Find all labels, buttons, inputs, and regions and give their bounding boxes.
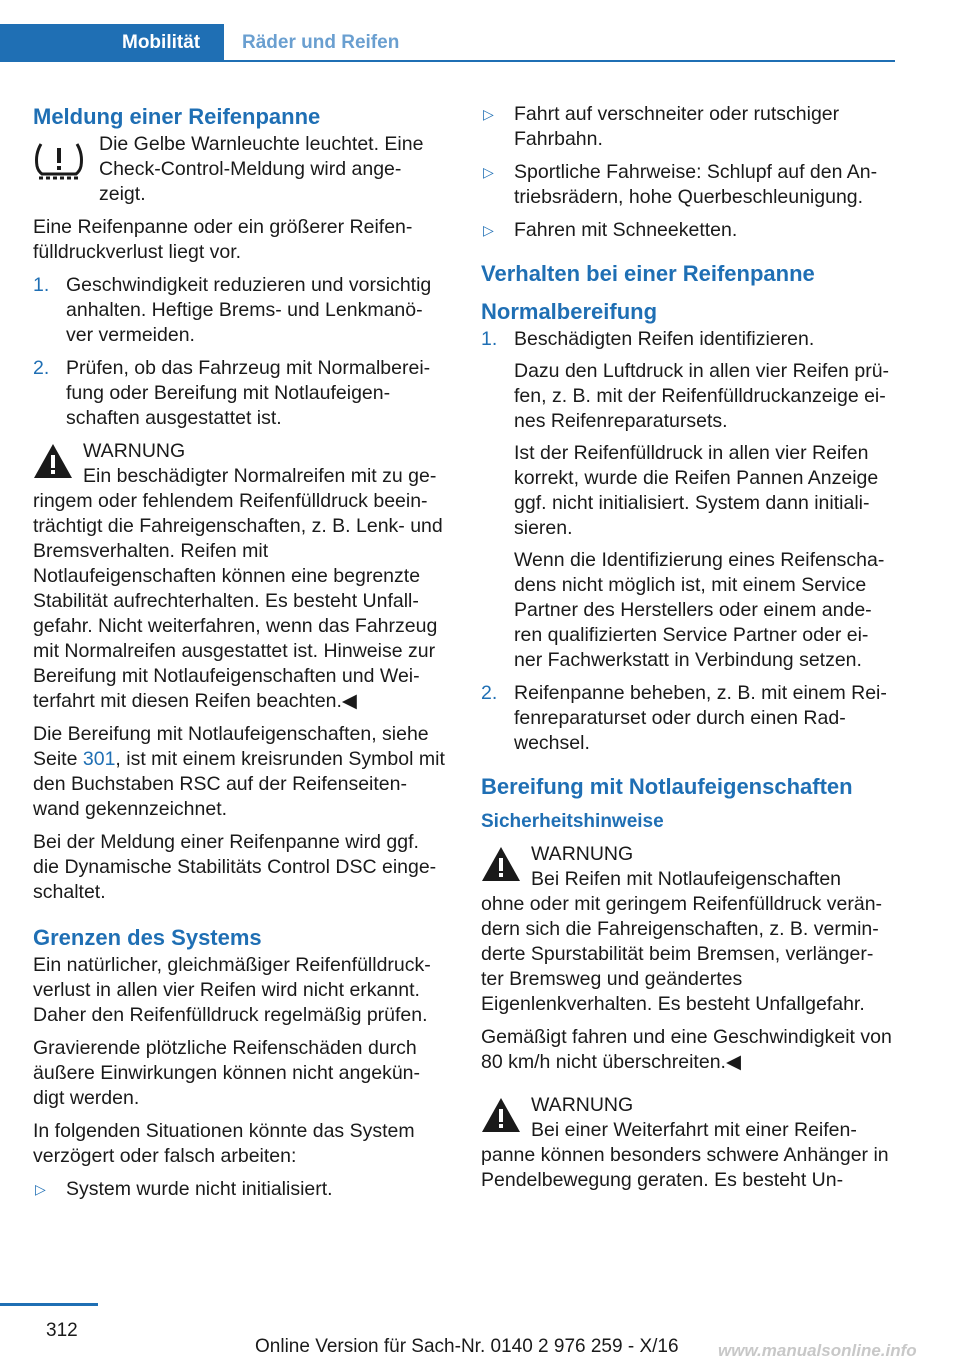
text-span: Die Bereifung mit Notlaufeigenschaften, siehe Seite <box>33 723 429 770</box>
step-text: Prüfen, ob das Fahrzeug mit Normalberei‐ fung oder Bereifung mit Notlaufeigen‐ schaften ausgestattet ist. <box>66 357 431 429</box>
warning-box-2 <box>481 842 895 1075</box>
bullet-text: Fahrt auf verschneiter oder rutschiger Fahrbahn. <box>514 103 840 150</box>
bullet-text: System wurde nicht initialisiert. <box>66 1178 333 1200</box>
warning-box-1 <box>33 439 447 714</box>
list-item <box>481 102 895 152</box>
bullet-marker: ▷ <box>35 1181 46 1197</box>
page-link-301[interactable]: 301 <box>82 748 116 770</box>
warning-light-text: Die Gelbe Warnleuchte leuchtet. Eine Check-Control-Meldung wird ange‐ zeigt. <box>99 133 424 205</box>
page-header <box>0 0 895 62</box>
step-number: 1. <box>481 328 498 350</box>
heading-normalbereifung: Normalbereifung <box>481 299 658 324</box>
steps-list <box>33 273 447 431</box>
heading-verhalten: Verhalten bei einer Reifenpanne <box>481 261 815 286</box>
tire-pressure-warning-icon <box>33 140 85 180</box>
left-column <box>33 102 447 1210</box>
paragraph-reifenpanne: Eine Reifenpanne oder ein größerer Reifen‐ fülldruckverlust liegt vor. <box>33 216 413 263</box>
bullet-marker: ▷ <box>483 106 494 122</box>
situations-list-cont <box>481 102 895 243</box>
warning-body: panne können besonders schwere Anhänger in Pendelbewegung geraten. Es besteht Un‐ <box>481 1144 889 1191</box>
bullet-text: Fahren mit Schneeketten. <box>514 219 738 241</box>
warning-box-3 <box>481 1093 895 1193</box>
page-number: 312 <box>46 1320 78 1341</box>
warning-first-line: Bei einer Weiterfahrt mit einer Reifen‐ <box>531 1119 857 1141</box>
list-item <box>481 218 895 243</box>
step-detail: Dazu den Luftdruck in allen vier Reifen prü‐ fen, z. B. mit der Reifenfülldruckanzeige ei‐ nes Reifenreparatursets. <box>514 360 890 432</box>
header-rule <box>0 60 895 62</box>
step-detail: Wenn die Identifizierung eines Reifenscha‐ dens nicht möglich ist, mit einem Service Partner des Herstellers oder einem ande‐ ren qualifizierten Service Partner oder ei‐ ner Fachwerkstatt in Verbindung setzen. <box>514 549 885 671</box>
online-version-note: Online Version für Sach-Nr. 0140 2 976 259 - X/16 <box>255 1336 679 1357</box>
warning-light-block <box>33 132 447 207</box>
warning-first-line: Ein beschädigter Normalreifen mit zu ge‐ <box>83 465 437 487</box>
list-item <box>33 273 447 348</box>
watermark-text: www.manualsonline.info <box>718 1341 917 1360</box>
step-text: Reifenpanne beheben, z. B. mit einem Rei‐ fenreparaturset oder durch einen Rad‐ wechsel. <box>514 682 887 754</box>
warning-body: ohne oder mit geringem Reifenfülldruck verän‐ dern sich die Fahreigenschaften, z. B. vermin‐ derte Spurstabilität beim Bremsen, verlänger‐ ter Bremsweg und geändertes Eigenlenkverhalten. Es besteht Unfallgefahr. <box>481 893 883 1015</box>
list-item <box>481 160 895 210</box>
paragraph-schaeden: Gravierende plötzliche Reifenschäden durch äußere Einwirkungen können nicht angekün‐ digt werden. <box>33 1037 421 1109</box>
warning-triangle-icon <box>481 846 521 882</box>
warning-title: WARNUNG <box>531 1094 634 1116</box>
list-item <box>33 356 447 431</box>
warning-title: WARNUNG <box>83 440 186 462</box>
step-number: 2. <box>481 682 498 704</box>
warning-first-line: Bei Reifen mit Notlaufeigenschaften <box>531 868 842 890</box>
paragraph-situationen: In folgenden Situationen könnte das System verzögert oder falsch arbeiten: <box>33 1120 415 1167</box>
warning-body: Gemäßigt fahren und eine Geschwindigkeit von 80 km/h nicht überschreiten.◀ <box>481 1026 892 1073</box>
heading-grenzen: Grenzen des Systems <box>33 925 262 950</box>
normal-steps-list <box>481 327 895 756</box>
section-tab-raeder-reifen[interactable]: Räder und Reifen <box>242 32 400 53</box>
page-number-rule <box>0 1303 98 1306</box>
warning-title: WARNUNG <box>531 843 634 865</box>
bullet-marker: ▷ <box>483 222 494 238</box>
heading-sicherheitshinweise: Sicherheitshinweise <box>481 811 664 832</box>
list-item <box>481 327 895 673</box>
paragraph-rsc <box>33 722 447 822</box>
text-span: , ist mit einem kreisrunden Symbol mit den Buchstaben RSC auf der Reifenseiten‐ wand gekennzeichnet. <box>33 748 445 820</box>
right-column <box>481 102 895 1193</box>
warning-body: ringem oder fehlendem Reifenfülldruck beein‐ trächtigt die Fahreigenschaften, z. B. Lenk- und Bremsverhalten. Reifen mit Notlaufeigenschaften können eine begrenzte Stabilität aufrechterhalten. Es besteht Unfall‐ gefahr. Nicht weiterfahren, wenn das Fahrzeug mit Normalreifen ausgestattet ist. Hinweise zur Bereifung mit Notlaufeigenschaften und Wei‐ terfahrt mit diesen Reifen beachten.◀ <box>33 490 443 712</box>
list-item <box>33 1177 447 1202</box>
situations-list <box>33 1177 447 1202</box>
step-text: Geschwindigkeit reduzieren und vorsichtig anhalten. Heftige Brems- und Lenkmanö‐ ver vermeiden. <box>66 274 432 346</box>
step-text: Beschädigten Reifen identifizieren. <box>514 328 815 350</box>
bullet-text: Sportliche Fahrweise: Schlupf auf den An‐ triebsrädern, hohe Querbeschleunigung. <box>514 161 878 208</box>
paragraph-verlust: Ein natürlicher, gleichmäßiger Reifenfülldruck‐ verlust in allen vier Reifen wird nicht erkannt. Daher den Reifenfülldruck regelmäßig prüfen. <box>33 954 431 1026</box>
step-number: 2. <box>33 357 50 379</box>
list-item <box>481 681 895 756</box>
step-detail: Ist der Reifenfülldruck in allen vier Reifen korrekt, wurde die Reifen Pannen Anzeige ggf. nicht initialisiert. System dann initiali‐ sieren. <box>514 442 879 539</box>
bullet-marker: ▷ <box>483 164 494 180</box>
paragraph-dsc: Bei der Meldung einer Reifenpanne wird ggf. die Dynamische Stabilitäts Control DSC einge‐ schaltet. <box>33 831 437 903</box>
warning-triangle-icon <box>481 1097 521 1133</box>
heading-notlauf: Bereifung mit Notlaufeigenschaften <box>481 774 853 799</box>
warning-triangle-icon <box>33 443 73 479</box>
section-tab-mobilitaet[interactable]: Mobilität <box>0 24 224 62</box>
heading-meldung: Meldung einer Reifenpanne <box>33 104 321 129</box>
step-number: 1. <box>33 274 50 296</box>
